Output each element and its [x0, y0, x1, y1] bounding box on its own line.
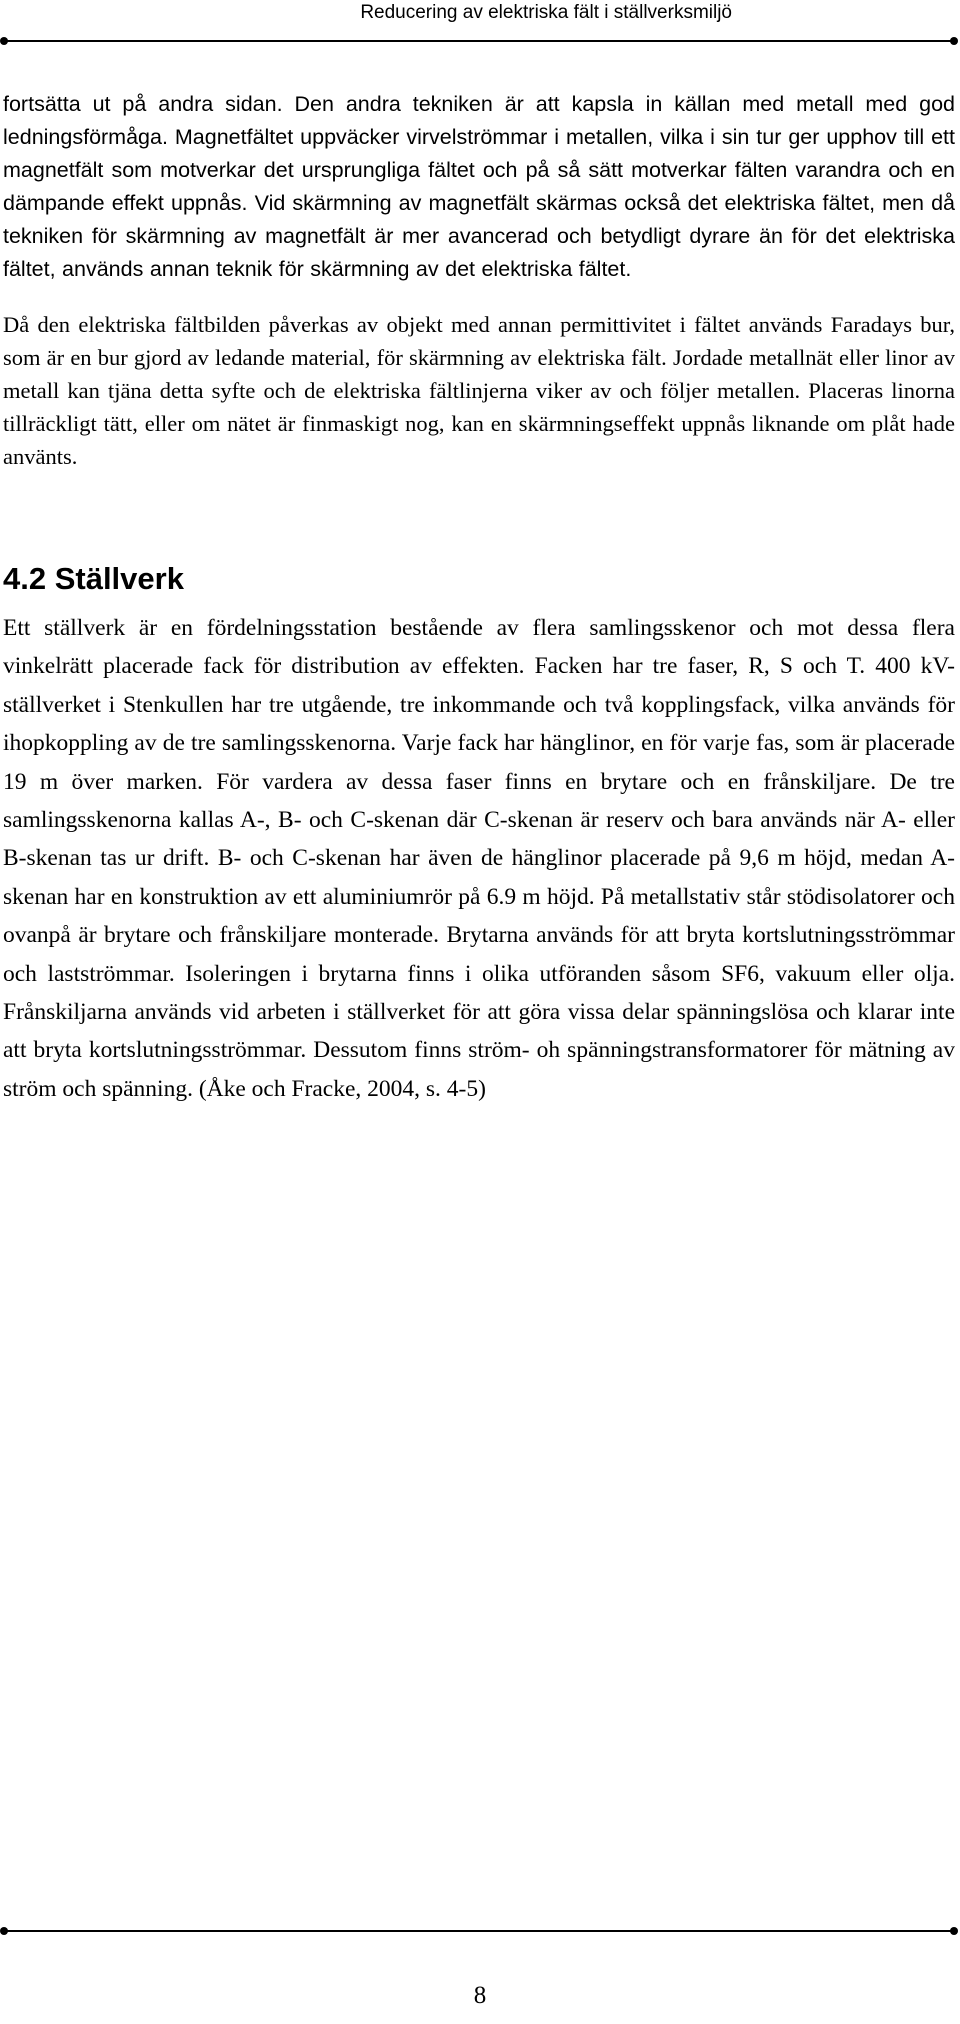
body-paragraph-1: fortsätta ut på andra sidan. Den andra tekniken är att kapsla in källan med metall med god ledningsförmåga. Magnetfältet uppväcker virvelströmmar i metallen, vilka i sin tur ger upphov till ett magnetfält som motverkar det ursprungliga fältet och på så sätt motverkar fälten varandra och en dämpande effekt uppnås. Vid skärmning av magnetfält skärmas också det elektriska fältet, men då tekniken för skärmning av magnetfält är mer avancerad och betydligt dyrare än för det elektriska fältet, används annan teknik för skärmning av det elektriska fältet.: [3, 92, 955, 281]
running-title: Reducering av elektriska fält i ställverksmiljö: [360, 2, 732, 23]
page-number: 8: [473, 1982, 487, 2009]
body-paragraph-3: Ett ställverk är en fördelningsstation bestående av flera samlingsskenor och mot dessa flera vinkelrätt placerade fack för distribution av effekten. Facken har tre faser, R, S och T. 400 kV-ställverket i Stenkullen har tre utgående, tre inkommande och två kopplingsfack, vilka används för ihopkoppling av de tre samlingsskenorna. Varje fack har hänglinor, en för varje fas, som är placerade 19 m över marken. För vardera av dessa faser finns en brytare och en frånskiljare. De tre samlingsskenorna kallas A-, B- och C-skenan där C-skenan är reserv och bara används när A- eller B-skenan tas ur drift. B- och C-skenan har även de hänglinor placerade på 9,6 m höjd, medan A-skenan har en konstruktion av ett aluminiumrör på 6.9 m höjd. På metallstativ står stödisolatorer och ovanpå är brytare och frånskiljare monterade. Brytarna används för att bryta kortslutningsströmmar och lastströmmar. Isoleringen i brytarna finns i olika utföranden såsom SF6, vakuum eller olja. Frånskiljarna används vid arbeten i ställverket för att göra vissa delar spänningslösa och klarar inte att bryta kortslutningsströmmar. Dessutom finns ström- oh spänningstransformatorer för mätning av ström och spänning. (Åke och Fracke, 2004, s. 4-5): [3, 615, 955, 1102]
section-heading: 4.2 Ställverk: [3, 561, 184, 596]
body-paragraph-2: Då den elektriska fältbilden påverkas av objekt med annan permittivitet i fältet används Faradays bur, som är en bur gjord av ledande material, för skärmning av elektriska fält. Jordade metallnät eller linor av metall kan tjäna detta syfte och de elektriska fältlinjerna viker av och följer metallen. Placeras linorna tillräckligt tätt, eller om nätet är finmaskigt nog, kan en skärmningseffekt uppnås liknande om plåt hade använts.: [3, 312, 955, 469]
footer-rule: [3, 1930, 955, 1932]
header-rule: [3, 40, 955, 42]
page-body: [3, 88, 955, 1108]
